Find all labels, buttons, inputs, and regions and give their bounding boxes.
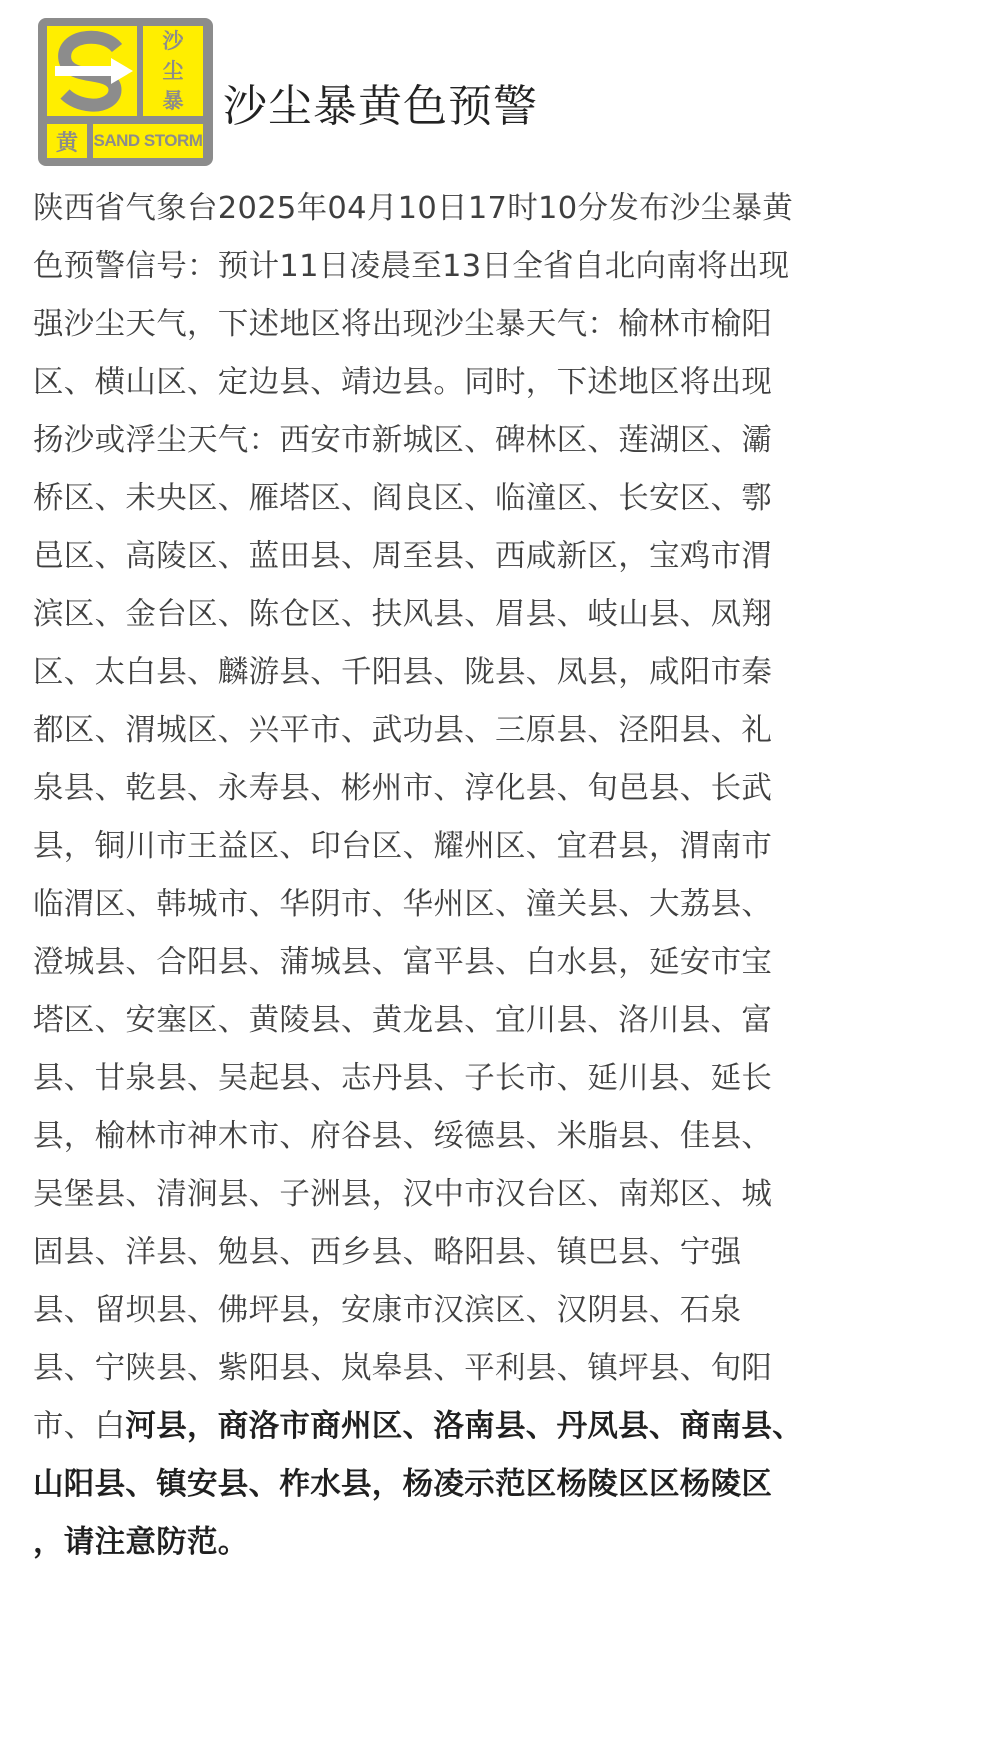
badge-level: 黄 bbox=[47, 124, 87, 158]
body-text-bold: 河县，商洛市商州区、洛南县、丹凤县、商南县、 bbox=[125, 1409, 804, 1444]
body-line-bold: ，请注意防范。 bbox=[33, 1525, 249, 1560]
body-line: 滨区、金台区、陈仓区、扶风县、眉县、岐山县、凤翔 bbox=[33, 597, 773, 632]
sandstorm-s-arrow-icon bbox=[47, 26, 137, 116]
body-line: 塔区、安塞区、黄陵县、黄龙县、宜川县、洛川县、富 bbox=[33, 1003, 773, 1038]
badge-english-label: SAND STORM bbox=[93, 124, 203, 158]
sandstorm-warning-badge bbox=[38, 18, 213, 166]
body-line: 桥区、未央区、雁塔区、阎良区、临潼区、长安区、鄠 bbox=[33, 481, 773, 516]
body-line: 色预警信号：预计11日凌晨至13日全省自北向南将出现 bbox=[33, 249, 790, 284]
badge-char-2: 尘 bbox=[162, 58, 184, 83]
body-line: 县、甘泉县、吴起县、志丹县、子长市、延川县、延长 bbox=[33, 1061, 773, 1096]
warning-body bbox=[33, 180, 853, 1572]
badge-char-1: 沙 bbox=[162, 28, 184, 53]
body-line: 都区、渭城区、兴平市、武功县、三原县、泾阳县、礼 bbox=[33, 713, 773, 748]
body-line: 澄城县、合阳县、蒲城县、富平县、白水县，延安市宝 bbox=[33, 945, 773, 980]
badge-char-3: 暴 bbox=[162, 88, 184, 113]
body-line: 强沙尘天气，下述地区将出现沙尘暴天气：榆林市榆阳 bbox=[33, 307, 773, 342]
body-line: 县，铜川市王益区、印台区、耀州区、宜君县，渭南市 bbox=[33, 829, 773, 864]
body-text-plain: 市、白 bbox=[33, 1409, 126, 1444]
page-title: 沙尘暴黄色预警 bbox=[223, 81, 538, 132]
badge-chars bbox=[143, 26, 203, 116]
body-line: 扬沙或浮尘天气：西安市新城区、碑林区、莲湖区、灞 bbox=[33, 423, 773, 458]
body-line-bold: 山阳县、镇安县、柞水县，杨凌示范区杨陵区区杨陵区 bbox=[33, 1467, 773, 1502]
body-line: 泉县、乾县、永寿县、彬州市、淳化县、旬邑县、长武 bbox=[33, 771, 773, 806]
body-line: 县、留坝县、佛坪县，安康市汉滨区、汉阴县、石泉 bbox=[33, 1293, 742, 1328]
body-line: 县，榆林市神木市、府谷县、绥德县、米脂县、佳县、 bbox=[33, 1119, 773, 1154]
body-line: 陕西省气象台2025年04月10日17时10分发布沙尘暴黄 bbox=[33, 191, 794, 226]
body-line: 区、太白县、麟游县、千阳县、陇县、凤县，咸阳市秦 bbox=[33, 655, 773, 690]
body-line: 吴堡县、清涧县、子洲县，汉中市汉台区、南郑区、城 bbox=[33, 1177, 773, 1212]
body-line: 邑区、高陵区、蓝田县、周至县、西咸新区，宝鸡市渭 bbox=[33, 539, 773, 574]
warning-header bbox=[38, 18, 938, 168]
body-line: 固县、洋县、勉县、西乡县、略阳县、镇巴县、宁强 bbox=[33, 1235, 742, 1270]
body-line: 区、横山区、定边县、靖边县。同时，下述地区将出现 bbox=[33, 365, 773, 400]
body-line: 县、宁陕县、紫阳县、岚皋县、平利县、镇坪县、旬阳 bbox=[33, 1351, 773, 1386]
body-line: 临渭区、韩城市、华阴市、华州区、潼关县、大荔县、 bbox=[33, 887, 773, 922]
body-line-mixed bbox=[33, 1398, 853, 1456]
